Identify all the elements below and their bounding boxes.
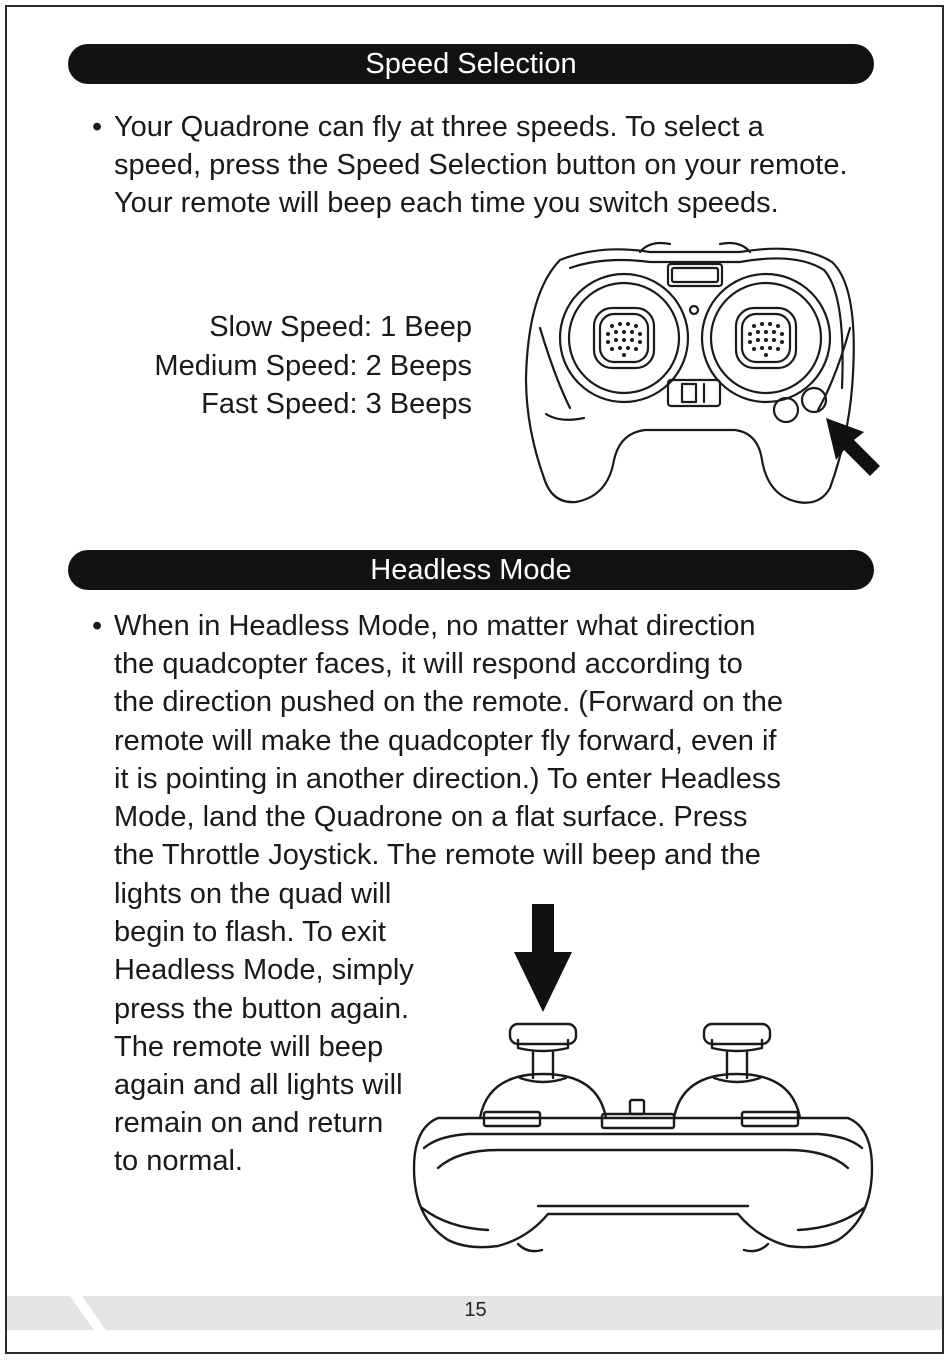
headless-line: again and all lights will: [114, 1069, 403, 1102]
headless-mode-heading: Headless Mode: [68, 550, 874, 590]
headless-line: the quadcopter faces, it will respond according to: [114, 648, 743, 681]
speed-selection-paragraph: [92, 108, 854, 223]
arrow-down-icon: [512, 902, 576, 1014]
headless-line: to normal.: [114, 1145, 243, 1178]
bullet: •: [92, 610, 103, 642]
headless-line: When in Headless Mode, no matter what direction: [114, 610, 756, 642]
headless-line: the direction pushed on the remote. (Forward on the: [114, 686, 783, 719]
headless-line: it is pointing in another direction.) To enter Headless: [114, 762, 781, 795]
headless-line: press the button again.: [114, 992, 410, 1025]
headless-line: Headless Mode, simply: [114, 954, 414, 987]
headless-line: Mode, land the Quadrone on a flat surface. Press: [114, 801, 748, 834]
bullet: •: [92, 111, 103, 143]
speed-selection-heading: Speed Selection: [68, 44, 874, 84]
headless-line: remain on and return: [114, 1107, 384, 1140]
speed-list: [100, 308, 472, 424]
remote-control-front-view-icon: [408, 1018, 878, 1258]
speed-selection-text: Your Quadrone can fly at three speeds. To select a speed, press the Speed Selection button on your remote. Your remote will beep each time you switch speeds.: [114, 111, 848, 220]
headless-line: remote will make the quadcopter fly forward, even if: [114, 724, 777, 757]
speed-item-medium: Medium Speed: 2 Beeps: [154, 349, 472, 382]
speed-item-fast: Fast Speed: 3 Beeps: [201, 388, 472, 420]
headless-mode-paragraph-continued: [114, 875, 454, 1181]
headless-line: lights on the quad will: [114, 878, 392, 910]
headless-mode-paragraph: [92, 607, 874, 874]
headless-line: the Throttle Joystick. The remote will beep and the: [114, 839, 761, 872]
page-number: 15: [464, 1299, 487, 1321]
headless-line: begin to flash. To exit: [114, 916, 386, 949]
headless-line: The remote will beep: [114, 1030, 384, 1063]
speed-item-slow: Slow Speed: 1 Beep: [209, 311, 472, 343]
arrow-icon: [820, 410, 890, 480]
